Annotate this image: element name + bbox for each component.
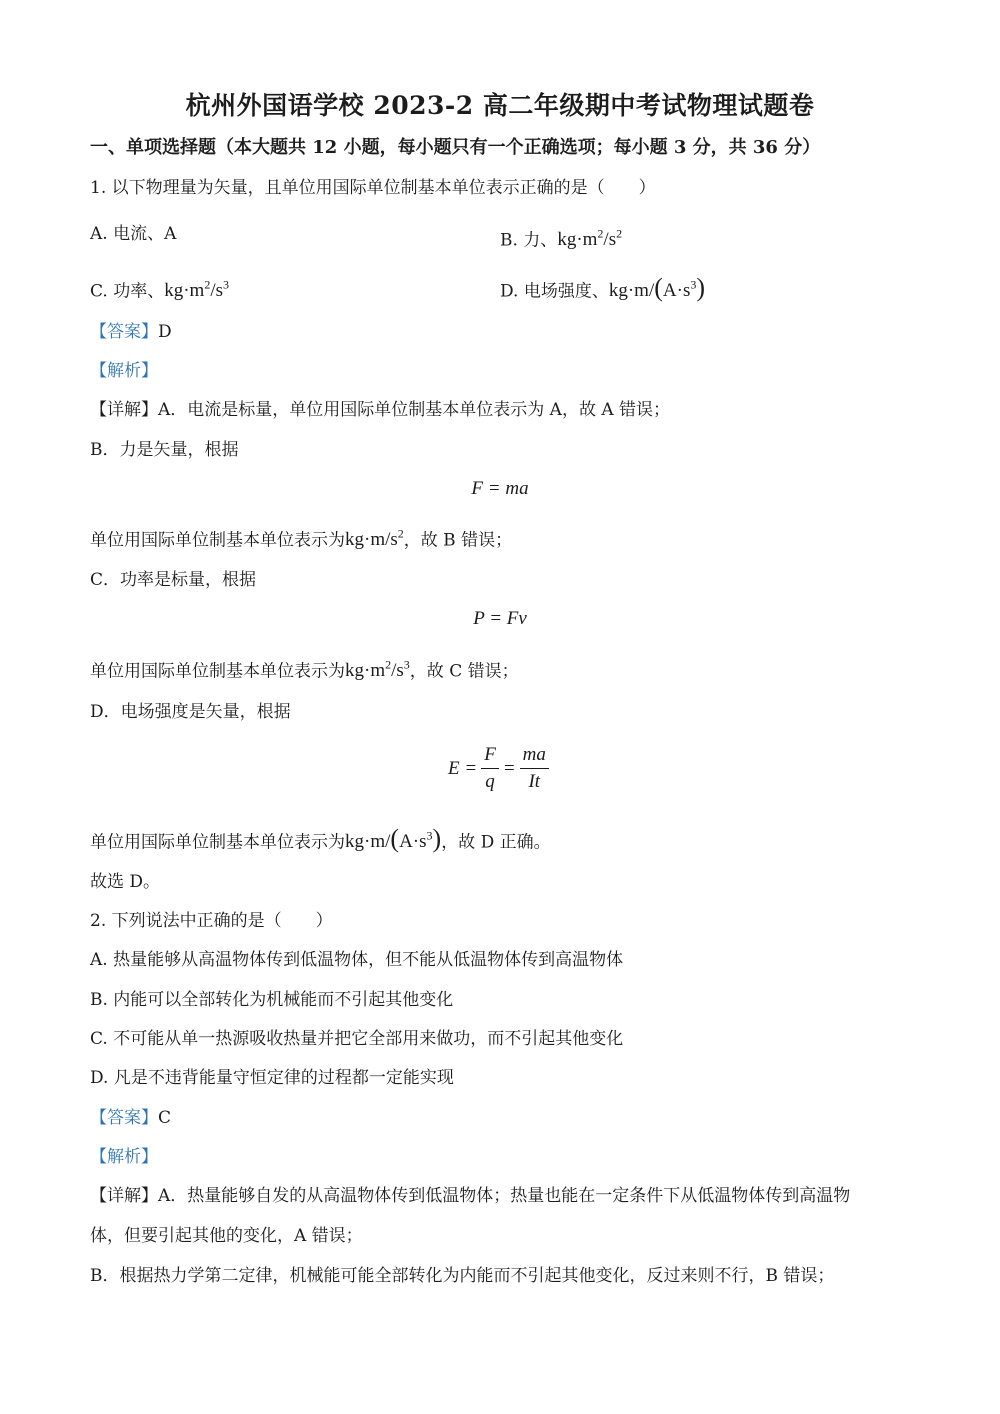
- q2-option-a: A. 热量能够从高温物体传到低温物体，但不能从低温物体传到高温物体: [90, 950, 624, 970]
- q2-option-d: D. 凡是不违背能量守恒定律的过程都一定能实现: [90, 1068, 454, 1088]
- q1-unit-d: 单位用国际单位制基本单位表示为$kg\cdot m/(A\cdot s^3)$，故 D 正确。: [90, 824, 551, 854]
- q1-detail-d: D．电场强度是矢量，根据: [90, 702, 291, 722]
- question-2-stem: 2. 下列说法中正确的是（ ）: [90, 911, 333, 931]
- q2-detail-a-line1: 【详解】A．热量能够自发的从高温物体传到低温物体；热量也能在一定条件下从低温物体传到高温物: [90, 1186, 851, 1206]
- q1-detail-c: C．功率是标量，根据: [90, 570, 257, 590]
- page-title: 杭州外国语学校 2023-2 高二年级期中考试物理试题卷: [185, 91, 815, 120]
- q1-analysis-tag: 【解析】: [90, 361, 158, 381]
- q1-detail-b: B．力是矢量，根据: [90, 440, 239, 460]
- q1-unit-c: 单位用国际单位制基本单位表示为$kg\cdot m^2/s^3$，故 C 错误；: [90, 658, 519, 682]
- formula-p-fv: P = Fv: [473, 608, 527, 629]
- formula-f-ma: F = ma: [471, 478, 529, 499]
- q1-option-a: A. 电流、A: [90, 224, 177, 244]
- q1-unit-b: 单位用国际单位制基本单位表示为$kg\cdot m/s^2$，故 B 错误；: [90, 527, 513, 551]
- q1-option-c: C. 功率、$kg\cdot m^2/s^3$: [90, 278, 230, 302]
- section-heading: 一、单项选择题（本大题共 12 小题，每小题只有一个正确选项；每小题 3 分，共 36 分）: [90, 137, 821, 158]
- q1-conclusion: 故选 D。: [90, 872, 161, 892]
- q2-option-c: C. 不可能从单一热源吸收热量并把它全部用来做功，而不引起其他变化: [90, 1029, 624, 1049]
- question-1-stem: 1. 以下物理量为矢量，且单位用国际单位制基本单位表示正确的是（ ）: [90, 178, 656, 198]
- q2-option-b: B. 内能可以全部转化为机械能而不引起其他变化: [90, 990, 454, 1010]
- q2-detail-a-line2: 体，但要引起其他的变化，A 错误；: [90, 1226, 363, 1246]
- q1-option-d: D. 电场强度、$kg\cdot m/(A\cdot s^3)$: [500, 273, 706, 303]
- q1-detail-a: 【详解】A．电流是标量，单位用国际单位制基本单位表示为 A，故 A 错误；: [90, 400, 671, 420]
- q2-detail-b: B．根据热力学第二定律，机械能可能全部转化为内能而不引起其他变化，反过来则不行，B 错误；: [90, 1266, 835, 1286]
- q1-answer: 【答案】D: [90, 322, 172, 342]
- q2-answer: 【答案】C: [90, 1108, 172, 1128]
- q2-analysis-tag: 【解析】: [90, 1147, 158, 1167]
- formula-e-field: E = $\frac{F}{q}$ = $\frac{ma}{It}$: [448, 744, 553, 793]
- q1-option-b: B. 力、$kg\cdot m^2/s^2$: [500, 227, 623, 251]
